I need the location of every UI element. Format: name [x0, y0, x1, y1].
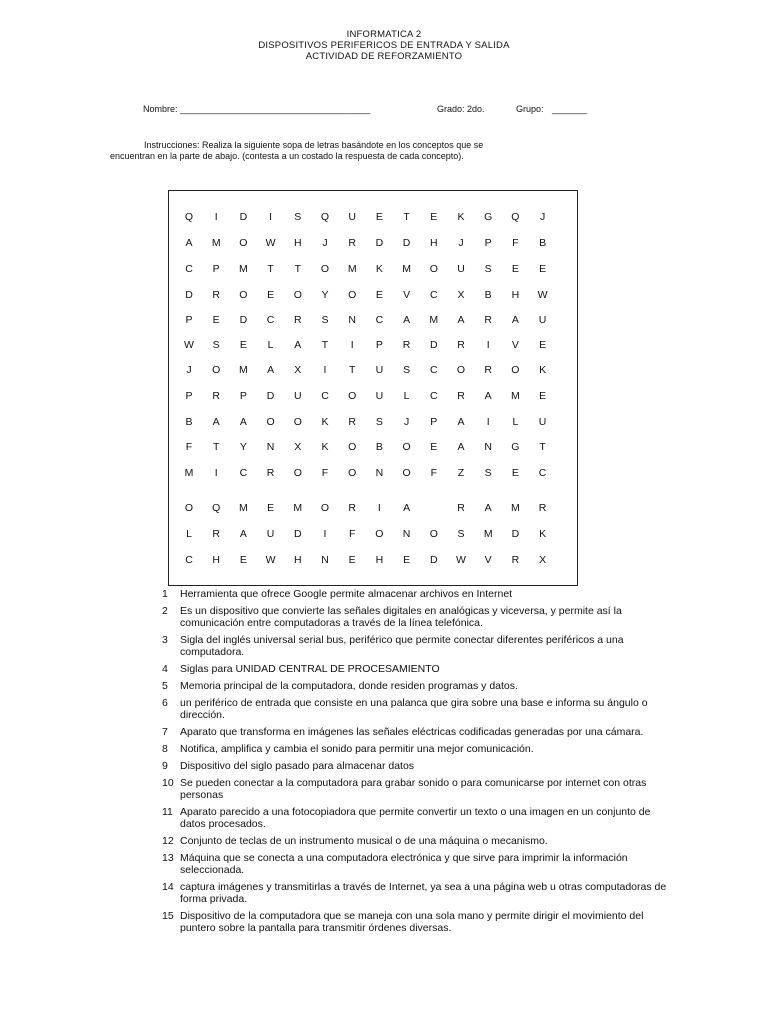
grid-letter: T: [212, 441, 220, 453]
grid-letter: R: [348, 502, 356, 514]
grid-letter: W: [265, 554, 276, 566]
grid-letter: O: [293, 467, 302, 479]
grid-letter: I: [350, 339, 354, 351]
grid-letter: A: [484, 502, 492, 514]
grid-letter: A: [457, 416, 465, 428]
grid-letter: O: [348, 289, 357, 301]
grid-letter: E: [267, 502, 275, 514]
grid-letter: H: [511, 289, 520, 301]
grid-letter: O: [348, 441, 357, 453]
grid-letter: G: [484, 211, 493, 223]
document-header: [0, 29, 768, 62]
grid-letter: N: [402, 528, 411, 540]
grid-letter: O: [375, 528, 384, 540]
clue-text: Herramienta que ofrece Google permite almacenar archivos en Internet: [180, 588, 513, 600]
grid-letter: E: [375, 289, 383, 301]
grid-letter: M: [184, 467, 194, 479]
grid-letter: H: [294, 237, 302, 249]
grid-letter: N: [348, 314, 356, 326]
grid-letter: K: [457, 211, 465, 223]
grid-letter: E: [212, 314, 220, 326]
grid-letter: T: [267, 263, 274, 275]
grid-letter: D: [294, 528, 302, 540]
grid-letter: I: [377, 502, 381, 514]
grid-letter: M: [429, 314, 439, 326]
grid-letter: E: [511, 467, 519, 479]
clue-number: 14: [162, 881, 174, 893]
grid-letter: H: [375, 554, 384, 566]
grid-letter: V: [403, 289, 411, 301]
grid-letter: E: [539, 390, 547, 402]
grid-letter: I: [214, 467, 218, 479]
grid-letter: R: [402, 339, 411, 351]
clue-item: [162, 760, 672, 772]
clue-text: Aparato que transforma en imágenes las señales eléctricas codificadas generadas por una cámara.: [180, 726, 644, 738]
grid-letter: E: [239, 339, 247, 351]
grid-letter: M: [211, 237, 221, 249]
grid-letter: A: [484, 390, 492, 402]
grid-letter: R: [212, 528, 220, 540]
grid-letter: E: [348, 554, 356, 566]
clue-text: Conjunto de teclas de un instrumento musical o de una máquina o mecanismo.: [180, 835, 548, 847]
clue-item: [162, 910, 672, 934]
grid-letter: I: [486, 339, 490, 351]
grid-letter: U: [348, 211, 356, 223]
grid-letter: S: [375, 416, 383, 428]
grid-letter: R: [212, 289, 220, 301]
clue-text: Se pueden conectar a la computadora para grabar sonido o para comunicarse por internet con otras personas: [180, 777, 647, 801]
grid-letter: U: [538, 314, 547, 326]
grid-letter: U: [457, 263, 465, 275]
grid-letter: B: [375, 441, 383, 453]
grid-letter: D: [239, 211, 248, 223]
grid-letter: A: [403, 314, 411, 326]
grid-letter: R: [511, 554, 520, 566]
grid-letter: H: [212, 554, 220, 566]
grid-letter: A: [185, 237, 193, 249]
clue-item: [162, 663, 672, 675]
grid-letter: O: [239, 237, 248, 249]
grid-letter: M: [511, 502, 520, 514]
grid-letter: E: [430, 441, 438, 453]
clue-number: 15: [162, 910, 174, 922]
grid-letter: I: [486, 416, 490, 428]
grid-letter: K: [375, 263, 383, 275]
clue-item: [162, 605, 672, 629]
clue-number: 12: [162, 835, 174, 847]
grid-letter: O: [402, 441, 411, 453]
grid-letter: A: [212, 416, 220, 428]
grid-letter: O: [293, 289, 302, 301]
grid-letter: R: [484, 364, 492, 376]
grid-letter: D: [266, 390, 275, 402]
clue-item: [162, 881, 672, 905]
clue-text: Es un dispositivo que convierte las señales digitales en analógicas y viceversa, y permite así la comunicación entre computadoras a través de la línea telefónica.: [180, 605, 622, 629]
grid-letter: K: [321, 441, 329, 453]
clue-item: [162, 634, 672, 658]
grid-letter: Q: [511, 211, 520, 223]
clue-text: Memoria principal de la computadora, donde residen programas y datos.: [180, 680, 518, 692]
grid-letter: A: [403, 502, 411, 514]
grid-letter: P: [484, 237, 492, 249]
clue-text: Aparato parecido a una fotocopiadora que permite convertir un texto o una imagen en un conjunto de datos procesados.: [180, 806, 651, 830]
clue-number: 9: [162, 760, 168, 772]
grid-letter: F: [185, 441, 193, 453]
clue-text: Notifica, amplifica y cambia el sonido para permitir una mejor comunicación.: [180, 743, 534, 755]
clue-number: 1: [162, 588, 168, 600]
grid-letter: D: [402, 237, 411, 249]
grid-letter: K: [539, 528, 547, 540]
grid-letter: T: [348, 364, 356, 376]
grid-letter: K: [539, 364, 547, 376]
grid-letter: B: [185, 416, 193, 428]
clue-text: un periférico de entrada que consiste en una palanca que gira sobre una base e informa su ángulo o dirección.: [180, 697, 648, 721]
grid-letter: R: [484, 314, 492, 326]
grade-field: Grado: 2do.: [437, 104, 485, 114]
grid-letter: E: [239, 554, 247, 566]
clue-number: 7: [162, 726, 168, 738]
grid-letter: C: [538, 467, 547, 479]
grid-letter: R: [457, 502, 465, 514]
grid-letter: D: [185, 289, 193, 301]
grid-letter: L: [512, 416, 519, 428]
topic-title: DISPOSITIVOS PERIFERICOS DE ENTRADA Y SALIDA: [258, 40, 510, 51]
grid-letter: K: [321, 416, 329, 428]
clue-item: [162, 852, 672, 876]
grid-letter: X: [294, 441, 302, 453]
grid-letter: S: [484, 467, 492, 479]
grid-letter: D: [239, 314, 248, 326]
grid-letter: O: [429, 263, 438, 275]
group-blank: _______: [552, 104, 588, 114]
grid-letter: R: [538, 502, 547, 514]
instructions: Instrucciones: Realiza la siguiente sopa de letras basándote en los conceptos que se encuentran en la parte de abajo. (contesta a un costado la respuesta de cada concepto).: [110, 140, 484, 161]
grid-letter: B: [484, 289, 492, 301]
grid-letter: A: [457, 441, 465, 453]
grid-letter: O: [212, 364, 221, 376]
grid-letter: T: [403, 211, 410, 223]
grid-letter: D: [511, 528, 520, 540]
grid-letter: T: [294, 263, 301, 275]
grid-letter: V: [511, 339, 519, 351]
grid-letter: M: [511, 390, 520, 402]
clue-text: captura imágenes y transmitirlas a través de Internet, ya sea a una página web u otras computadoras de forma privada.: [180, 881, 667, 905]
grid-letter: O: [348, 390, 357, 402]
grid-letter: U: [375, 390, 384, 402]
grid-letter: P: [185, 390, 193, 402]
grid-letter: A: [294, 339, 302, 351]
clue-item: [162, 697, 672, 721]
name-field: Nombre: ______________________________________: [143, 104, 371, 114]
grid-letter: X: [539, 554, 547, 566]
grid-letter: L: [186, 528, 192, 540]
clue-item: [162, 743, 672, 755]
grid-letter: F: [321, 467, 329, 479]
grid-letter: D: [430, 554, 438, 566]
grid-letter: P: [239, 390, 247, 402]
grid-letter: P: [212, 263, 220, 275]
grid-letter: U: [375, 364, 384, 376]
grid-letter: C: [266, 314, 275, 326]
grid-letter: U: [294, 390, 302, 402]
grid-letter: M: [402, 263, 411, 275]
grid-letter: E: [539, 263, 547, 275]
grid-letter: R: [457, 390, 465, 402]
grid-letter: J: [458, 237, 464, 249]
grid-letter: Y: [321, 289, 329, 301]
grid-letter: O: [402, 467, 411, 479]
clue-item: [162, 806, 672, 830]
clue-item: [162, 680, 672, 692]
grid-letter: M: [347, 263, 357, 275]
grid-letter: A: [511, 314, 519, 326]
grid-letter: E: [430, 211, 438, 223]
grid-letter: I: [323, 528, 327, 540]
grid-letter: F: [348, 528, 356, 540]
grid-letter: O: [266, 416, 275, 428]
grid-letter: S: [457, 528, 465, 540]
course-title: INFORMATICA 2: [346, 29, 422, 40]
grid-letter: U: [266, 528, 275, 540]
grid-letter: W: [184, 339, 194, 351]
clue-number: 2: [162, 605, 168, 617]
grid-letter: W: [537, 289, 548, 301]
grid-letter: C: [185, 554, 193, 566]
grid-letter: V: [484, 554, 492, 566]
clue-item: [162, 835, 672, 847]
grid-letter: E: [403, 554, 411, 566]
grid-letter: H: [430, 237, 438, 249]
clue-number: 4: [162, 663, 168, 675]
grid-letter: Q: [212, 502, 221, 514]
grid-letter: Q: [184, 211, 194, 223]
grid-letter: O: [293, 416, 302, 428]
grid-letter: O: [511, 364, 520, 376]
grid-letter: N: [375, 467, 384, 479]
grid-letter: O: [456, 364, 466, 376]
grid-letter: O: [320, 502, 330, 514]
grid-letter: C: [321, 390, 329, 402]
clue-text: Siglas para UNIDAD CENTRAL DE PROCESAMIENTO: [180, 663, 440, 675]
grid-letter: S: [294, 211, 302, 223]
grid-letter: L: [267, 339, 274, 351]
grid-letter: Q: [320, 211, 330, 223]
clue-item: [162, 726, 672, 738]
grid-letter: R: [457, 339, 465, 351]
grid-letter: I: [214, 211, 218, 223]
grid-letter: W: [265, 237, 276, 249]
grid-letter: Y: [239, 441, 247, 453]
grid-letter: N: [321, 554, 329, 566]
grid-letter: C: [375, 314, 384, 326]
clue-number: 11: [162, 806, 173, 818]
grid-letter: T: [321, 339, 329, 351]
grid-letter: A: [239, 416, 247, 428]
grid-letter: D: [430, 339, 438, 351]
grid-letter: O: [239, 289, 248, 301]
clue-text: Sigla del inglés universal serial bus, periférico que permite conectar diferentes periféricos a una computadora.: [180, 634, 624, 658]
grid-letter: A: [239, 528, 247, 540]
grid-letter: J: [403, 416, 410, 428]
grid-letter: R: [348, 237, 356, 249]
grid-letter: L: [403, 390, 410, 402]
grid-letter: S: [403, 364, 411, 376]
clue-number: 8: [162, 743, 168, 755]
clue-number: 10: [162, 777, 174, 789]
grid-letter: M: [483, 528, 493, 540]
grid-letter: G: [511, 441, 520, 453]
word-search-grid: [168, 190, 578, 586]
grid-letter: F: [512, 237, 519, 249]
clue-item: [162, 588, 672, 600]
clue-number: 5: [162, 680, 168, 692]
grid-letter: S: [484, 263, 492, 275]
grid-letter: S: [321, 314, 329, 326]
grid-letter: M: [293, 502, 303, 514]
clue-text: Dispositivo del siglo pasado para almacenar datos: [180, 760, 415, 772]
clue-text: Dispositivo de la computadora que se maneja con una sola mano y permite dirigir el movimiento del puntero sobre la pantalla para transmitir órdenes diversas.: [180, 910, 644, 934]
grid-letter: X: [294, 364, 302, 376]
grid-letter: A: [457, 314, 465, 326]
grid-letter: R: [348, 416, 356, 428]
grid-letter: C: [185, 263, 193, 275]
grid-letter: B: [539, 237, 547, 249]
grid-letter: J: [322, 237, 328, 249]
grid-letter: R: [266, 467, 275, 479]
grid-letter: S: [212, 339, 220, 351]
grid-letter: P: [375, 339, 383, 351]
grid-letter: P: [185, 314, 193, 326]
grid-letter: D: [375, 237, 384, 249]
grid-letter: O: [348, 467, 357, 479]
grid-letter: E: [511, 263, 519, 275]
grid-letter: R: [294, 314, 302, 326]
grid-letter: T: [539, 441, 546, 453]
grid-letter: E: [539, 339, 547, 351]
grid-letter: C: [430, 390, 438, 402]
grid-letter: U: [538, 416, 547, 428]
grid-letter: X: [457, 289, 465, 301]
grid-letter: M: [239, 364, 248, 376]
clue-number: 13: [162, 852, 174, 864]
grid-letter: P: [430, 416, 438, 428]
grid-letter: O: [320, 263, 330, 275]
grid-letter: J: [186, 364, 192, 376]
group-label: Grupo:: [516, 104, 544, 114]
grid-letter: O: [429, 528, 438, 540]
grid-letter: H: [294, 554, 302, 566]
grid-letter: C: [430, 289, 438, 301]
grid-letter: I: [323, 364, 327, 376]
clue-item: [162, 777, 672, 801]
grid-letter: N: [266, 441, 275, 453]
clue-text: Máquina que se conecta a una computadora electrónica y que sirve para imprimir la información seleccionada.: [180, 852, 628, 876]
grid-letter: M: [239, 502, 248, 514]
grid-letter: C: [239, 467, 248, 479]
clue-number: 3: [162, 634, 168, 646]
grid-letter: E: [375, 211, 383, 223]
clue-number: 6: [162, 697, 168, 709]
clue-list: [162, 588, 672, 939]
group-field: [516, 104, 587, 114]
grid-letter: E: [267, 289, 275, 301]
grid-letter: A: [267, 364, 275, 376]
grid-letter: N: [484, 441, 492, 453]
grid-letter: Z: [457, 467, 465, 479]
grid-letter: J: [539, 211, 546, 223]
grid-letter: I: [269, 211, 273, 223]
grid-letter: F: [430, 467, 437, 479]
grid-letter: W: [456, 554, 466, 566]
activity-title: ACTIVIDAD DE REFORZAMIENTO: [305, 51, 463, 62]
grid-letter: R: [212, 390, 220, 402]
grid-letter: M: [239, 263, 248, 275]
grid-letter: C: [430, 364, 438, 376]
grid-letter: O: [184, 502, 194, 514]
